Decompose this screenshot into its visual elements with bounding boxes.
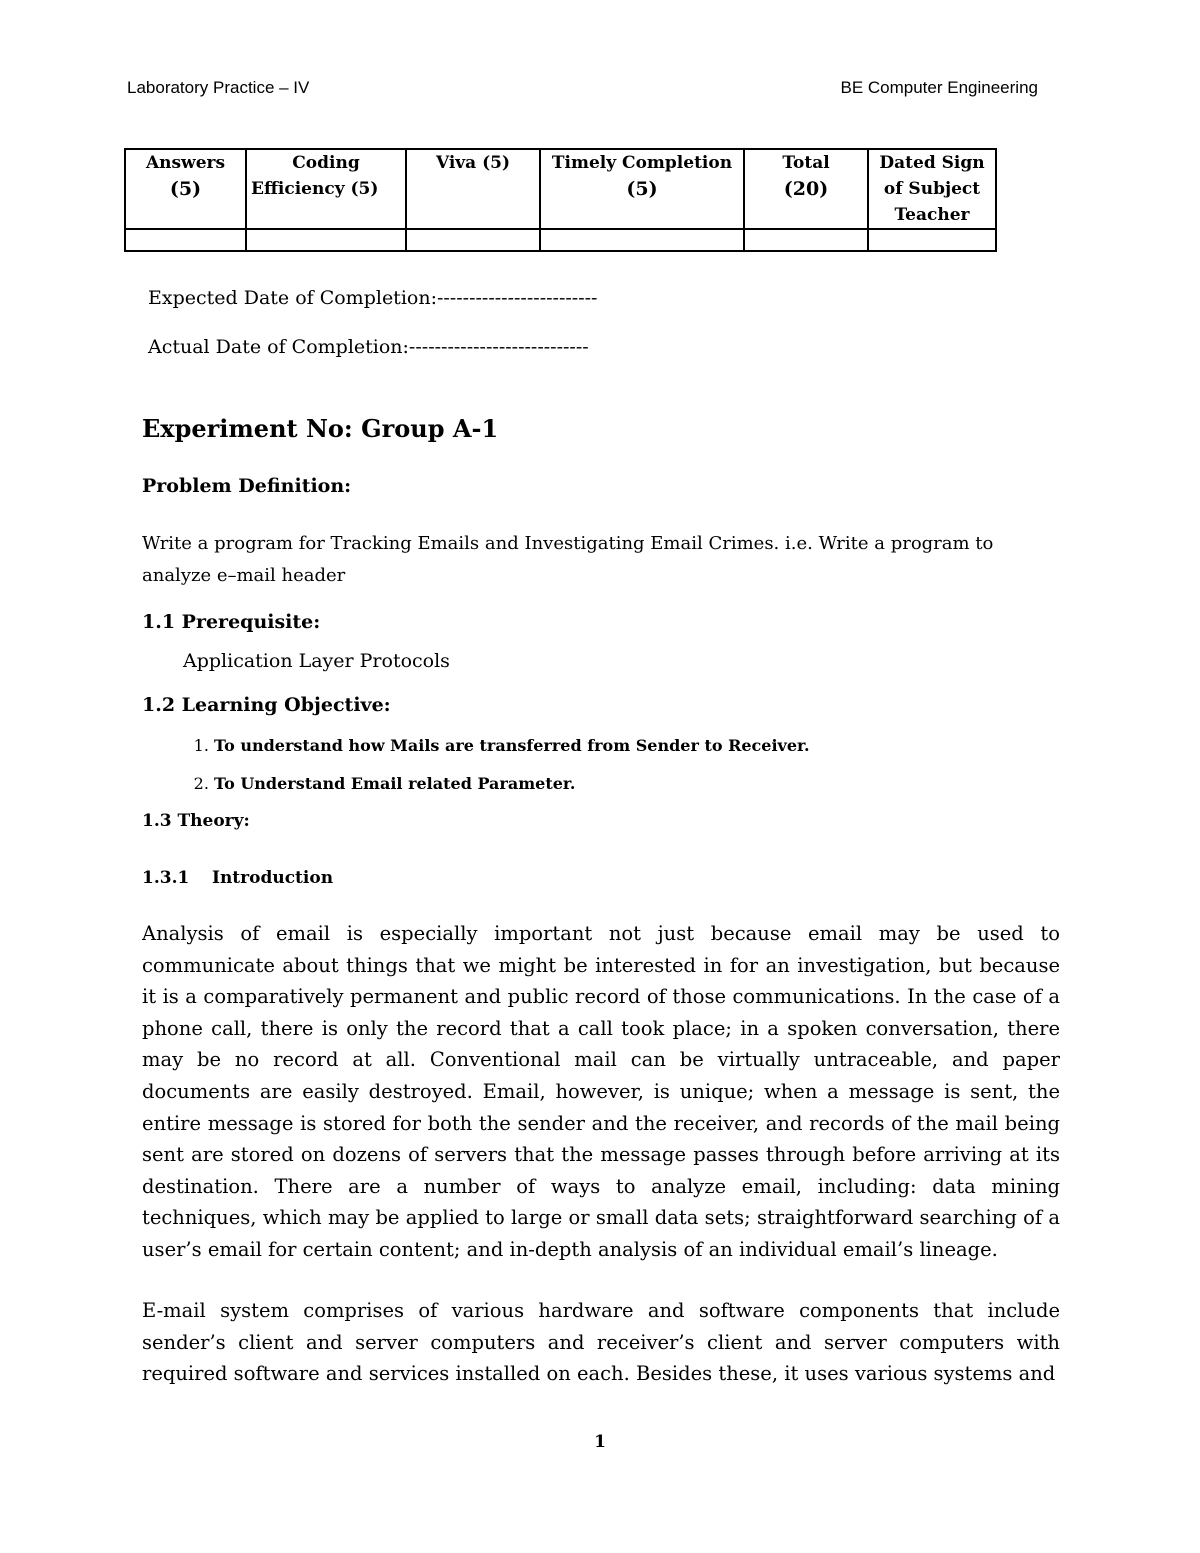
- timely-value-cell: [540, 229, 744, 251]
- viva-value-cell: [406, 229, 540, 251]
- coding-value-cell: [246, 229, 406, 251]
- prerequisite-heading: 1.1 Prerequisite:: [142, 611, 321, 633]
- expected-date-line: Expected Date of Completion:-------------------------: [148, 287, 598, 309]
- answers-header-cell: [125, 149, 246, 229]
- timely-label: Timely Completion: [551, 153, 733, 173]
- list-item: 1. To understand how Mails are transferred from Sender to Receiver.: [214, 734, 810, 772]
- experiment-title: Experiment No: Group A-1: [142, 414, 499, 443]
- viva-label: Viva (5): [435, 153, 511, 173]
- page-number: 1: [594, 1432, 606, 1452]
- timely-marks: (5): [626, 178, 658, 200]
- problem-text: Write a program for Tracking Emails and Investigating Email Crimes. i.e. Write a program to analyze e–mail header: [142, 533, 994, 586]
- coding-label: Coding: [292, 153, 360, 173]
- actual-date-line: Actual Date of Completion:----------------------------: [148, 336, 589, 358]
- sign-header-cell: [868, 149, 996, 229]
- theory-heading: 1.3 Theory:: [142, 811, 250, 831]
- sign-label-line1: Dated Sign: [879, 153, 985, 173]
- total-label: Total: [782, 153, 830, 173]
- running-header-left: Laboratory Practice – IV: [127, 78, 310, 97]
- sign-label-line2: of Subject: [883, 179, 981, 199]
- grade-table-blank-row: [125, 229, 996, 251]
- sign-value-cell: [868, 229, 996, 251]
- sign-label-line3: Teacher: [894, 205, 970, 225]
- timely-header-cell: [540, 149, 744, 229]
- theory-paragraph-1: Analysis of email is especially important not just because email may be used to communicate about things that we might be interested in for an investigation, but because it is a comparatively permanent and public record of those communications. In the case of a phone call, there is only the record that a call took place; in a spoken conversation, there may be no record at all. Conventional mail can be virtually untraceable, and paper documents are easily destroyed. Email, however, is unique; when a message is sent, the entire message is stored for both the sender and the receiver, and records of the mail being sent are stored on dozens of servers that the message passes through before arriving at its destination. There are a number of ways to analyze email, including: data mining techniques, which may be applied to large or small data sets; straightforward searching of a user’s email for certain content; and in-depth analysis of an individual email’s lineage.: [142, 922, 1060, 1261]
- total-header-cell: [744, 149, 868, 229]
- subsection-title: Introduction: [212, 868, 334, 888]
- learning-objective-heading: 1.2 Learning Objective:: [142, 694, 391, 716]
- learning-objective-list: [142, 734, 810, 810]
- theory-paragraph-2: E-mail system comprises of various hardware and software components that include sender’s client and server computers and receiver’s client and server computers with required software and services installed on each. Besides these, it uses various systems and: [142, 1299, 1060, 1386]
- total-marks: (20): [783, 178, 829, 200]
- prerequisite-item: Application Layer Protocols: [183, 650, 450, 672]
- coding-marks: Efficiency (5): [251, 179, 379, 199]
- answers-marks: (5): [169, 178, 202, 200]
- viva-header-cell: [406, 149, 540, 229]
- problem-heading: Problem Definition:: [142, 475, 352, 497]
- total-value-cell: [744, 229, 868, 251]
- subsection-number: 1.3.1: [142, 868, 190, 888]
- list-item: 2. To Understand Email related Parameter.: [214, 772, 810, 810]
- running-header-right: BE Computer Engineering: [840, 78, 1038, 97]
- subsection-heading: [142, 868, 333, 888]
- grade-table-header-row: [125, 149, 996, 229]
- grade-table: [124, 148, 997, 252]
- answers-label: Answers: [145, 153, 226, 173]
- answers-value-cell: [125, 229, 246, 251]
- coding-header-cell: [246, 149, 406, 229]
